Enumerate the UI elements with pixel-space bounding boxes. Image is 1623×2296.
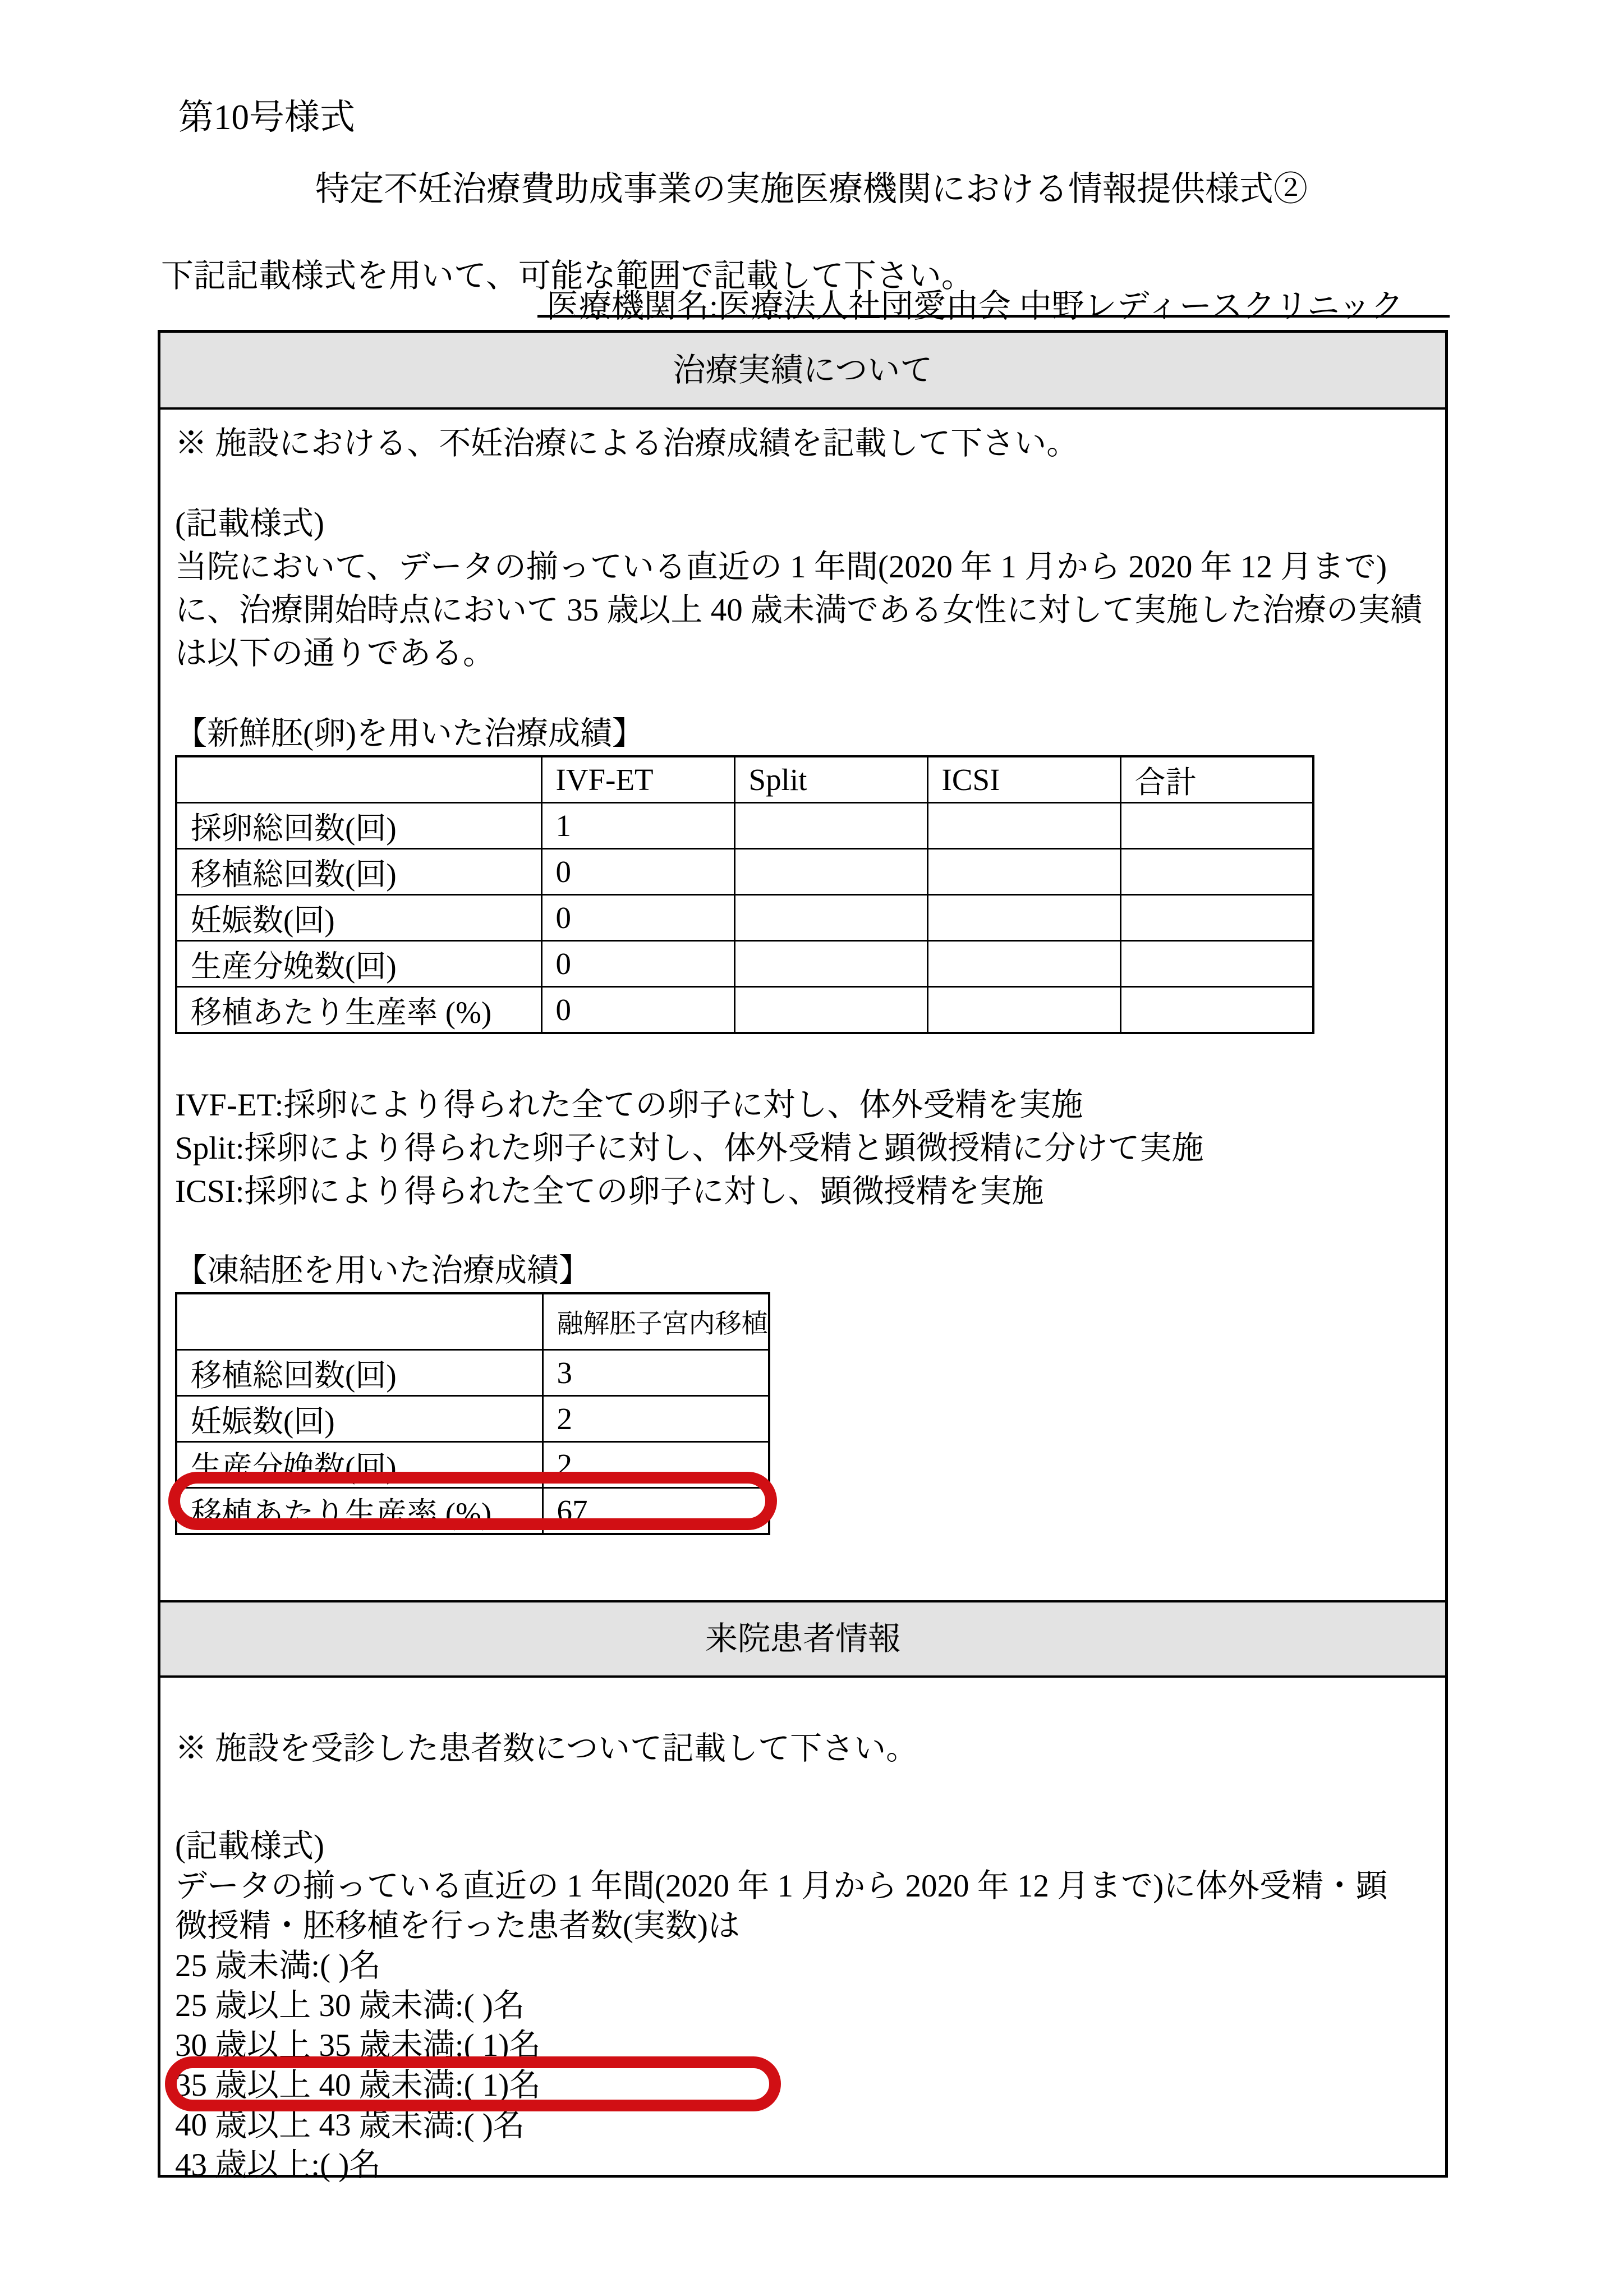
method-legend [175,1083,1445,1213]
organization-name-underlined: 医療機関名:医療法人社団愛由会 中野レディースクリニック [537,279,1450,318]
cell-value [927,803,1120,849]
cell-value [734,803,927,849]
age-line-40-43: 40 歳以上 43 歳未満:( )名 [175,2107,525,2143]
cell-value [1120,895,1313,941]
cell-value: 2 [542,1441,769,1487]
treatment-results-section [160,422,1445,1600]
legend-ivfet: IVF-ET:採卵により得られた全ての卵子に対し、体外受精を実施 [175,1087,1083,1123]
table-row [176,1349,769,1395]
table-header-row [176,756,1313,803]
table-row [176,1441,769,1487]
table-row [176,941,1313,987]
table-header-row [176,1293,769,1349]
cell-value: 3 [542,1349,769,1395]
cell-value: 2 [542,1395,769,1441]
age-line-25-30: 25 歳以上 30 歳未満:( )名 [175,1988,525,2023]
paragraph-line: 微授精・胚移植を行った患者数(実数)は [175,1908,740,1944]
note-treatment-results: ※ 施設における、不妊治療による治療成績を記載して下さい。 [175,426,1079,461]
cell-value [1120,987,1313,1034]
header-cell-thawed-transfer: 融解胚子宮内移植 [542,1293,769,1349]
table-row [176,987,1313,1034]
section-header-patient-info: 来院患者情報 [160,1600,1445,1678]
cell-value [1120,941,1313,987]
cell-value: 1 [541,803,734,849]
row-label: 生産分娩数(回) [176,1441,542,1487]
row-label: 移植総回数(回) [176,1349,542,1395]
cell-value: 0 [541,941,734,987]
fresh-embryo-heading: 【新鮮胚(卵)を用いた治療成績】 [175,716,644,751]
section-header-treatment-results: 治療実績について [160,333,1445,410]
cell-value: 0 [541,987,734,1034]
age-line-under-25: 25 歳未満:( )名 [175,1948,381,1983]
cell-value [734,849,927,895]
format-label: (記載様式) [175,1829,324,1864]
paragraph-line: に、治療開始時点において 35 歳以上 40 歳未満である女性に対して実施した治療の実績 [175,593,1422,628]
paragraph-line: 当院において、データの揃っている直近の 1 年間(2020 年 1 月から 2020 年 12 月まで) [175,549,1387,585]
paragraph-line: データの揃っている直近の 1 年間(2020 年 1 月から 2020 年 12 月まで)に体外受精・顕 [175,1868,1388,1904]
cell-value [927,895,1120,941]
header-cell-empty [176,1293,542,1349]
patient-info-section [160,1727,1445,2237]
row-label: 移植総回数(回) [176,849,541,895]
cell-value [927,987,1120,1034]
legend-icsi: ICSI:採卵により得られた全ての卵子に対し、顕微授精を実施 [175,1174,1044,1209]
frozen-embryo-heading: 【凍結胚を用いた治療成績】 [175,1253,591,1288]
paragraph-line: は以下の通りである。 [175,636,495,671]
header-cell-empty [176,756,541,803]
instruction-text: 下記記載様式を用いて、可能な範囲で記載して下さい。 [161,258,974,294]
header-cell-icsi: ICSI [927,756,1120,803]
format-paragraph [175,502,1445,675]
cell-value: 0 [541,849,734,895]
cell-value [927,849,1120,895]
cell-value: 0 [541,895,734,941]
row-label: 移植あたり生産率 (%) [176,987,541,1034]
row-label: 妊娠数(回) [176,1395,542,1441]
cell-value [734,987,927,1034]
age-line-30-35: 30 歳以上 35 歳未満:( 1)名 [175,2028,541,2063]
patient-count-block [175,1826,1388,2185]
row-label: 採卵総回数(回) [176,803,541,849]
table-row [176,1395,769,1441]
row-label: 妊娠数(回) [176,895,541,941]
header-cell-split: Split [734,756,927,803]
cell-value [734,941,927,987]
cell-value [927,941,1120,987]
row-label: 生産分娩数(回) [176,941,541,987]
fresh-embryo-table [175,755,1314,1034]
cell-value [1120,849,1313,895]
main-content-box [158,330,1448,2183]
cell-value [734,895,927,941]
header-cell-total: 合計 [1120,756,1313,803]
table-row [176,895,1313,941]
age-line-over-43: 43 歳以上:( )名 [175,2147,381,2183]
cell-value [1120,803,1313,849]
table-row [176,849,1313,895]
age-line-35-40: 35 歳以上 40 歳未満:( 1)名 [175,2068,541,2103]
table-row [176,1487,769,1534]
format-label: (記載様式) [175,506,324,541]
frozen-embryo-table [175,1292,770,1535]
header-cell-ivfet: IVF-ET [541,756,734,803]
row-label: 移植あたり生産率 (%) [176,1487,542,1534]
form-number: 第10号様式 [178,98,355,137]
note-patient-info: ※ 施設を受診した患者数について記載して下さい。 [175,1731,918,1766]
table-row [176,803,1313,849]
cell-value: 67 [542,1487,769,1534]
legend-split: Split:採卵により得られた卵子に対し、体外受精と顕微授精に分けて実施 [175,1131,1204,1166]
page-title: 特定不妊治療費助成事業の実施医療機関における情報提供様式② [315,171,1308,208]
frozen-embryo-table-wrap [175,1292,768,1535]
